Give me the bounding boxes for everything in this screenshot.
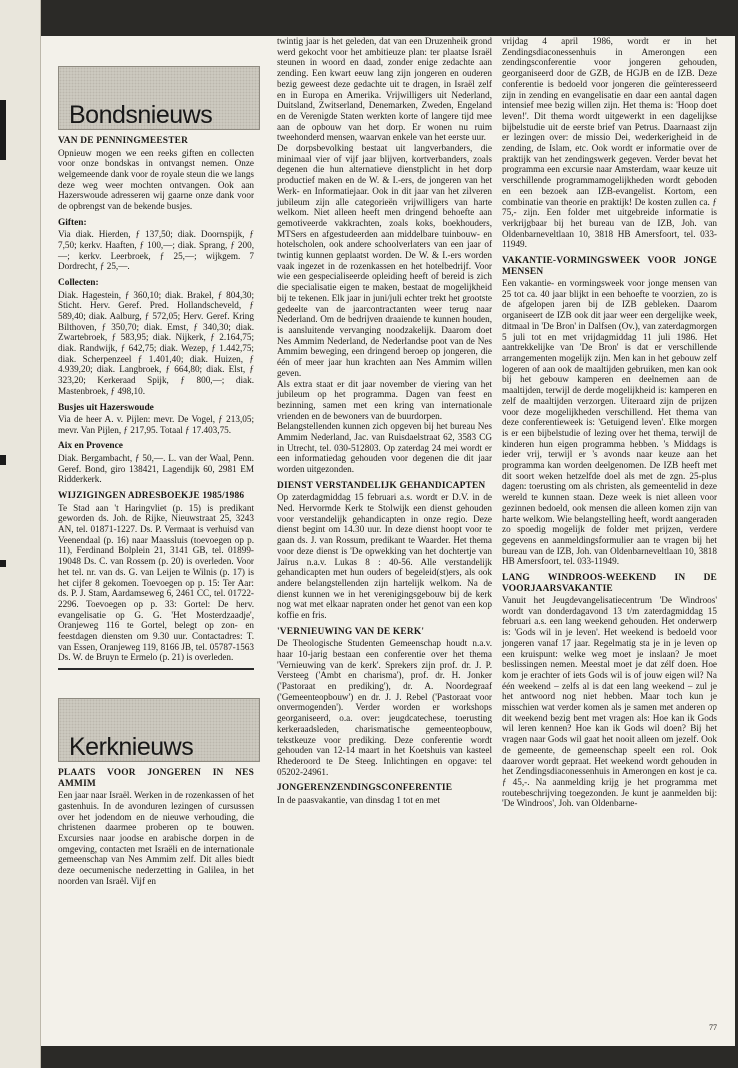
column-right (502, 36, 717, 809)
article-text: Diak. Hagestein, ƒ 360,10; diak. Brakel, ƒ 804,30; Sticht. Herv. Geref. Pred. Hollandscheveld, ƒ 589,40; diak. Aalburg, ƒ 572,05; Herv. Geref. Kring Bilthoven, ƒ 350,70; diak. Emst, ƒ 340,30; diak. Zwartebroek, ƒ 583,95; diak. Nijkerk, ƒ 2.164,75; diak. Randwijk, ƒ 642,75; diak. Wezep, ƒ 1.442,75; diak. Scherpenzeel ƒ 1.401,40; diak. Huizen, ƒ 4.939,20; diak. Langbroek, ƒ 664,80; diak. Elst, ƒ 323,20; Kerkeraad Spijk, ƒ 800,—; diak. Mastenbroek, ƒ 498,10. (58, 289, 254, 396)
index-tab (0, 100, 6, 160)
index-tab (0, 455, 6, 465)
section-heading: Kerknieuws (69, 733, 194, 762)
page-number: 77 (709, 1023, 717, 1032)
article-text: Op zaterdagmiddag 15 februari a.s. wordt er D.V. in de Ned. Hervormde Kerk te Stolwijk een dienst gehouden voor verstandelijk gehandicapten in onze regio. Deze dienst begint om 14.30 uur. In deze dienst hoopt voor te gaan ds. J. van Rossum, predikant te Waarder. Het thema voor deze dienst is 'De opwekking van het dochtertje van Jaïrus n.a.v. Lukas 8 : 40-56. Alle verstandelijk gehandicapten met hun ouders of begeleid(st)ers, als ook andere belangstellenden zijn hartelijk welkom. Na de dienst kunnen we in het verenigingsgebouw bij de kerk nog wat met elkaar napraten onder het genot van een kop koffie en fris. (277, 492, 492, 621)
index-tab (0, 560, 6, 567)
subheading: Aix en Provence (58, 441, 123, 452)
article-text: Een jaar naar Israël. Werken in de rozenkassen of het gastenhuis. In de avonduren lezingen of cursussen over het jodendom en de nieuwe verhouding, die christenen daarmee proberen op te bouwen. Excursies naar joodse en arabische dorpen in de omgeving, contacten met Israëli en de internationale gemeenschap van Nes Ammim zelf. Dit alles biedt deze oecumenische nederzetting in Galilea, in het noorden van Israël. Vijf en (58, 790, 254, 886)
article-text: twintig jaar is het geleden, dat van een Druzenheik grond werd gekocht voor het ambitieuze plan: ter plaatse Israël steunen in woord en daad, zonder enige zedachte aan zending. Een kwart eeuw lang zijn jongeren en ouderen bezig geweest deze gedachte uit te dragen, in Israël zelf en in Europa en Amerika. Vrijwilligers uit Nederland, Duitsland, Zwitserland, Denemarken, Zweden, Engeland en de Verenigde Staten werkten korte of langere tijd mee aan de opbouw van het dorp. Er wonen nu ruim tweehonderd mensen, waarvan enkele van het eerste uur. (277, 36, 492, 143)
article-text: De dorpsbevolking bestaat uit langverbanders, die minimaal vier of vijf jaar blijven, kortverbanders, zoals degenen die hun alternatieve dienstplicht in het dorp productief maken en de W. & I.-ers, de jongeren van het Werk- en Informatiejaar. Ook in dit jaar van het zilveren jubileum zijn alle categorieën vrijwilligers van harte welkom. Niet alleen heeft men dringend behoefte aan gemotiveerde vakkrachten, zoals koks, boekhouders, MTSers en afgestudeerden aan middelbare tuinbouw- en hotelscholen, ook andere schoolverlaters van een jaar of twintig kunnen geplaatst worden. De W. & I.-ers worden vaak ingezet in de rozenkassen en het hotelbedrijf. Voor wie een gespecialiseerde opleiding heeft of bereid is zich die specialisatie eigen te maken, bestaat de mogelijkheid bij te tekenen. Elk jaar in juni/juli echter trekt het grootste gedeelte van de jaarcontractanten weer terug naar Nederland. Om de bedrijven draaiende te kunnen houden, is aansluitende vervanging noodzakelijk. Daarom doet Nes Ammim Nederland, de Nederlandse poot van de Nes Ammim beweging, een dringend beroep op jongeren, die één of meer jaar hun krachten aan Nes Ammim willen geven. (277, 143, 492, 378)
article-title: VAKANTIE-VORMINGSWEEK VOOR JONGE MENSEN (502, 256, 717, 277)
article-title: JONGERENZENDINGSCONFERENTIE (277, 783, 453, 794)
article-text: De Theologische Studenten Gemeenschap houdt n.a.v. haar 10-jarig bestaan een conferentie over het thema 'Vernieuwing van de kerk'. Sprekers zijn prof. dr. J. P. Versteeg ('Ambt en charisma'), prof. dr. H. Jonker ('Pastoraat en prediking'), dr. A. Noordegraaf ('Gemeenteopbouw') en dr. J. J. Rebel ('Pastoraat voor onvermogenden'). Verder worden er workshops georganiseerd, o.a. over: jeugdcatechese, toerusting kerkeraadsleden, charismatische gemeenteopbouw, tekstkeuze voor prediking. Deze conferentie wordt gehouden van 12-14 maart in het Koetshuis van kasteel Rhederoord te De Steeg. Inlichtingen en opgave: tel 05202-24961. (277, 638, 492, 777)
article-text: Als extra staat er dit jaar november de viering van het jubileum op het programma. Dagen van feest en bezinning, samen met een kring van internationale vrienden en de bewoners van de buurdorpen. (277, 378, 492, 421)
column-middle (277, 36, 492, 806)
article-title: PLAATS VOOR JONGEREN IN NES AMMIM (58, 768, 254, 789)
article-title: LANG WINDROOS-WEEKEND IN DE VOORJAARSVAKANTIE (502, 573, 717, 594)
article-text: In de paasvakantie, van dinsdag 1 tot en met (277, 794, 441, 805)
subheading: Busjes uit Hazerswoude (58, 402, 154, 413)
column-left (58, 36, 254, 886)
subheading: Collecten: (58, 278, 99, 289)
article-text: Belangstellenden kunnen zich opgeven bij het bureau Nes Ammim Nederland, Jac. van Ruisdaelstraat 62, 3583 CG in Utrecht, tel. 030-512803. Op zaterdag 24 mei wordt er een informatiedag gehouden voor degenen die dit jaar worden uitgezonden. (277, 421, 492, 475)
section-heading: Bondsnieuws (69, 101, 213, 130)
bondsnieuws-banner (58, 66, 260, 130)
kerknieuws-banner (58, 698, 260, 762)
article-text: Een vakantie- en vormingsweek voor jonge mensen van 25 tot ca. 40 jaar blijkt in een behoefte te voorzien, zo is de afgelopen jaren bij de IZB gebleken. Daarom organiseert de IZB ook dit jaar weer een dergelijke week, ditmaal in 'De Bron' in Dalfsen (Ov.), van zaterdagmorgen 5 juli tot en met vrijdagmiddag 11 juli 1986. Het aantrekkelijke van 'De Bron' is dat er verschillende arrangementen mogelijk zijn. Men kan in het gebouw zelf logeren of aan ook de maaltijden gebruiken, men kan ook bij het gebouw kamperen en deelnemen aan de maaltijden, terwijl de derde mogelijkheid is: kamperen en zelf de maaltijden verzorgen. Uiteraard zijn de prijzen voor deze mogelijkheden verschillend. Het thema van deze conferentieweek is: 'Getuigend leven'. Elke morgen is er een bijbelstudie of lezing over het thema, terwijl de kinderen hun eigen programma hebben. 's Middags is ieder vrij, terwijl er 's avonds naar keuze aan het programma kan worden deelgenomen. De IZB heeft met dit soort weken hetzelfde doel als met de zgn. 25-plus dagen: toerusting om als christen, als gemeentelid in deze wereld te kunnen staan. Deze week is niet alleen voor gezinnen bedoeld, ook mensen die alleen komen zijn van harte welkom. Wie belangstelling heeft, wordt aangeraden zo spoedig mogelijk de folder met prijzen, verdere gegevens en aanmeldingsformulier aan te vragen bij het bureau van de IZB, Joh. van Oldenbarneveltlaan 10, 3818 HB Amersfoort, tel. 033-11949. (502, 278, 717, 567)
article-text: Te Stad aan 't Haringvliet (p. 15) is predikant geworden ds. Joh. de Rijke, Nieuwstraat 25, 3243 AN, tel. 01871-1227. Ds. P. Vermaat is verhuisd van Veenendaal (p. 16) naar Maassluis (toevoegen op p. 11), Ferdinand Bolplein 21, 3141 GB, tel. 01899-19048 Ds. C. van Rossem (p. 20) is overleden. Voor het tel. nr. van ds. G. van Leijen te Wilnis (p. 17) is het cijfer 8 gekomen. Toevoegen op p. 15: Ter Aar: ds. P. J. Stam, Aardamseweg 6, 2461 CC, tel. 01722-2296. Toevoegen op p. 33: Gortel: De herv. evangelisatie op G. G. 'Het Mosterdzaadje', Oranjeweg 116 te Gortel, belegt op zon- en feestdagen diensten om 9.30 uur. Contactadres: T. van Essen, Oranjeweg 119, 8166 JB, tel. 05787-1563 Ds. W. de Bruyn te Ermelo (p. 21) is overleden. (58, 502, 254, 663)
article-title: 'VERNIEUWING VAN DE KERK' (277, 626, 425, 637)
article-title: VAN DE PENNINGMEESTER (58, 136, 189, 146)
article-text: Diak. Bergambacht, ƒ 50,—. L. van der Waal, Penn. Geref. Bond, giro 138421, Lagendijk 60, 2981 EM Ridderkerk. (58, 452, 254, 485)
magazine-page (41, 36, 735, 1046)
divider (58, 668, 254, 670)
article-title: WIJZIGINGEN ADRESBOEKJE 1985/1986 (58, 491, 245, 502)
article-text: vrijdag 4 april 1986, wordt er in het Zendingsdiaconessenhuis in Amerongen een zendingsconferentie voor jongeren gehouden, georganiseerd door de GZB, de HGJB en de IZB. Deze conferentie is bedoeld voor jongeren die geïnteresseerd zijn in zending en evangelisatie en daar een aantal dagen intensief mee bezig willen zijn. Het thema is: 'Hoop doet leven!'. Dit thema wordt uitgewerkt in een dagelijkse bijbelstudie uit de eerste brief van Petrus. Daarnaast zijn er lezingen over: de missio Dei, wederkerigheid in de zending, de Islam, etc. Ook wordt er informatie over de praktijk van het zendingswerk gegeven. Verder bevat het programma een excursie naar Amsterdam, waar keuze uit verschillende programmamogelijkheden wordt geboden en een bezoek aan IZB-evangelist. Kortom, een combinatie van theorie en praktijk! De kosten zullen ca. ƒ 75,- zijn. Een folder met uitgebreide informatie is verkrijgbaar bij het bureau van de IZB, Joh. van Oldenbarneveltlaan 10, 3818 HB Amersfoort, tel. 033-11949. (502, 36, 717, 250)
article-text: Vanuit het Jeugdevangelisatiecentrum 'De Windroos' wordt van donderdagavond 13 t/m zaterdagmiddag 15 februari a.s. een lang weekend gehouden. Het onderwerp is: 'Gods wil in je leven'. Het weekend is bedoeld voor jongeren vanaf 17 jaar. Regelmatig sta je in je leven op een kruispunt: welke weg moet je inslaan? Je moet beslissingen nemen. Meestal moet je dat zélf doen. Hoe kom je erachter of iets Gods wil is of jouw eigen wil? Na één weekend – zelfs al is dat een lang weekend – zul je het antwoord nog niet hebben. Maar toch kun je misschien wat verder komen als je samen met anderen op dit weekend bezig bent met vragen als: Hoe kan ik Gods wil leren kennen? Hoe kan ik Gods wil doen? Bij het vragen naar Gods wil gaat het nooit alleen om jezelf. Ook de gemeente, de gemeenschap speelt een rol. Ook daarover wordt gepraat. Het weekend wordt gehouden in het Zendingsdiaconessenhuis in Amerongen en kost je ca. ƒ 45,-. Na aanmelding krijg je het programma met routebeschrijving toegezonden. Je kunt je aanmelden bij: 'De Windroos', Joh. van Oldenbarne- (502, 595, 717, 809)
article-text: Via diak. Hierden, ƒ 137,50; diak. Doornspijk, ƒ 7,50; kerkv. Haaften, ƒ 100,—; diak. Sprang, ƒ 200,—; kerkv. Leerbroek, ƒ 25,—; wijkgem. 7 Dordrecht, ƒ 25,—. (58, 229, 254, 272)
binding-spine (0, 0, 41, 1068)
article-text: Via de heer A. v. Pijlen: mevr. De Vogel, ƒ 213,05; mevr. Van Pijlen, ƒ 217,95. Totaal ƒ 17.403,75. (58, 414, 254, 435)
article-text: Opnieuw mogen we een reeks giften en collecten voor onze bondskas in ontvangst nemen. Onze welgemeende dank voor de royale steun die we langs deze weg weer mochten ontvangen. Ook aan Hazerswoude adresseren wij gaarne onze dank voor de opbrengst van de bekende busjes. (58, 147, 254, 212)
subheading: Giften: (58, 217, 87, 228)
article-title: DIENST VERSTANDELIJK GEHANDICAPTEN (277, 480, 486, 491)
